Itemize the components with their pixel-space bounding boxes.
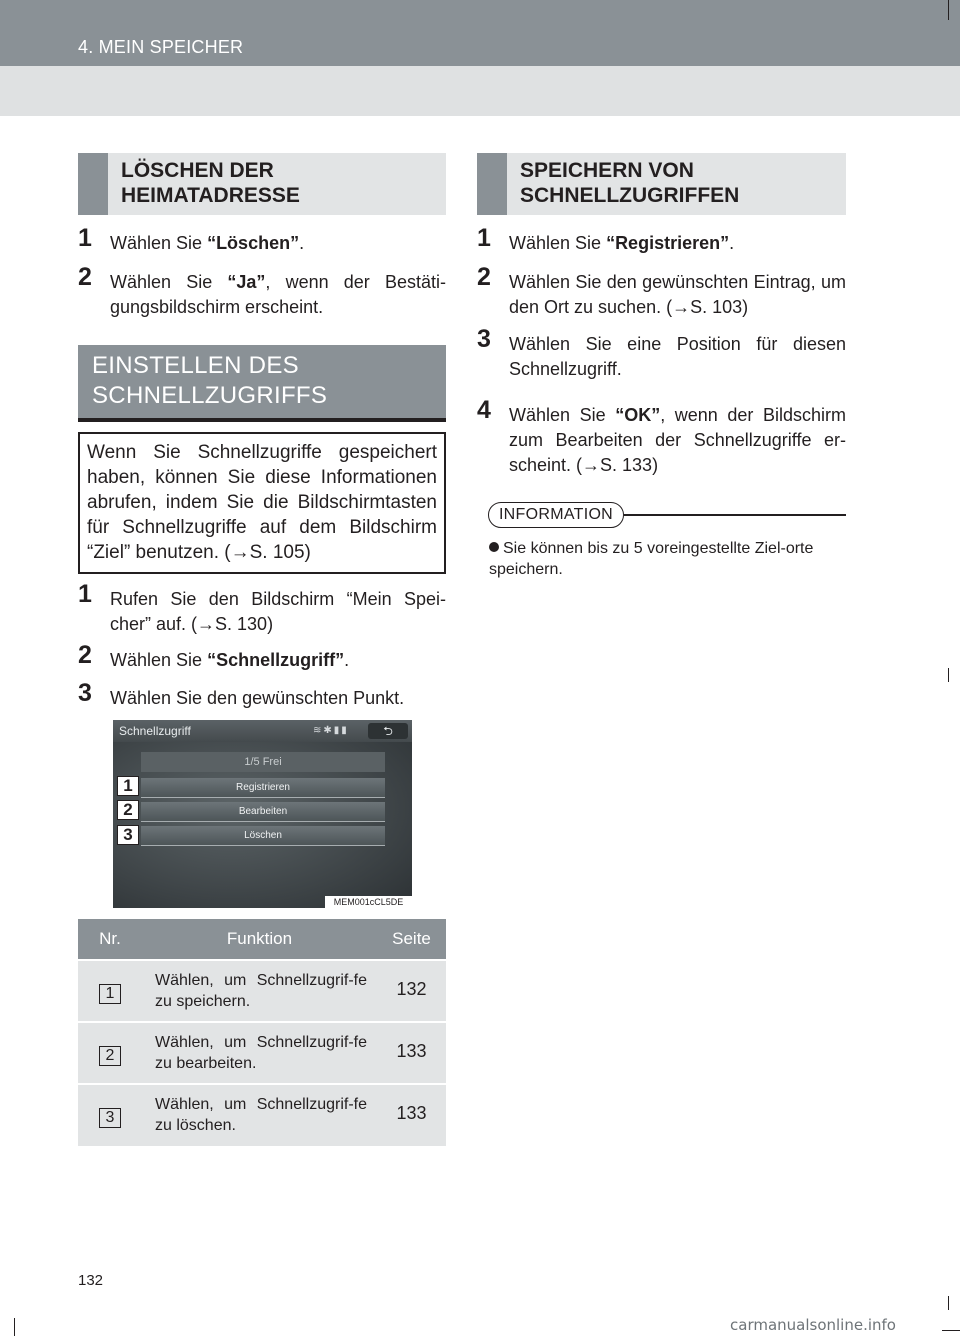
screen-free-count: 1/5 Frei xyxy=(141,752,385,772)
heading-line: SPEICHERN VON xyxy=(520,159,694,182)
screen-title-bar xyxy=(113,720,412,742)
table-header-nr: Nr. xyxy=(78,919,142,960)
image-code: MEM001cCL5DE xyxy=(325,896,412,908)
row-number-box: 3 xyxy=(99,1108,121,1128)
page-number: 132 xyxy=(78,1272,104,1289)
trim-mark xyxy=(14,1318,15,1336)
step-number: 3 xyxy=(477,325,491,353)
step-text-bold: “Registrieren” xyxy=(606,233,730,253)
information-label: INFORMATION xyxy=(488,502,624,528)
heading-line: HEIMATADRESSE xyxy=(121,184,300,207)
step-text xyxy=(110,270,446,320)
table-header-funktion: Funktion xyxy=(142,919,377,960)
chapter-title: 4. MEIN SPEICHER xyxy=(78,37,244,57)
table-header-row xyxy=(78,919,446,960)
step-number: 3 xyxy=(78,679,92,707)
step-text-pre: Wählen Sie xyxy=(509,405,616,425)
chapter-header-band xyxy=(0,66,960,116)
row-number-box: 2 xyxy=(99,1046,121,1066)
callout-3: 3 xyxy=(117,825,139,845)
table-cell-nr xyxy=(78,960,142,1022)
heading-text xyxy=(520,158,739,208)
screen-button-registrieren: Registrieren xyxy=(141,778,385,798)
heading-text xyxy=(92,351,327,411)
heading-line: LÖSCHEN DER xyxy=(121,159,274,182)
heading-text xyxy=(121,158,300,208)
heading-line: SCHNELLZUGRIFFS xyxy=(92,382,328,409)
table-header-seite: Seite xyxy=(377,919,446,960)
table-cell-nr xyxy=(78,1084,142,1146)
step-text-pre: Wählen Sie xyxy=(509,233,607,253)
step-number: 2 xyxy=(78,263,92,291)
information-bullet xyxy=(489,538,839,580)
section-heading-loeschen xyxy=(78,153,446,215)
heading-line: EINSTELLEN DES xyxy=(92,352,299,379)
intro-box xyxy=(78,432,446,574)
row-number-box: 1 xyxy=(99,984,121,1004)
table-row xyxy=(78,960,446,1022)
step-text-pre: Wählen Sie eine Position für diesen Schnellzugriff. xyxy=(509,334,846,379)
heading-accent xyxy=(78,153,108,215)
step-text xyxy=(509,332,846,382)
step-number: 2 xyxy=(477,263,491,291)
step-text-pre: Rufen Sie den Bildschirm “Mein Spei-cher” auf. (→S. 130) xyxy=(110,589,446,634)
screen-title: Schnellzugriff xyxy=(119,724,191,738)
step-text xyxy=(509,403,846,478)
step-text-bold: “Ja” xyxy=(227,272,266,292)
section-heading-speichern xyxy=(477,153,846,215)
step-text-pre: Wählen Sie xyxy=(110,233,208,253)
step-text-post: , wenn der Bildschirm zum Bearbeiten der Schnellzugriffe er-scheint. (→S. 133) xyxy=(509,405,846,475)
step-number: 1 xyxy=(78,580,92,608)
trim-mark xyxy=(948,0,949,20)
heading-line: SCHNELLZUGRIFFEN xyxy=(520,184,740,207)
step-text xyxy=(509,270,846,320)
watermark: carmanualsonline.info xyxy=(730,1316,896,1334)
function-table xyxy=(78,919,446,1146)
back-icon: ⮌ xyxy=(368,723,408,739)
step-text-bold: “OK” xyxy=(615,405,661,425)
table-cell-seite: 133 xyxy=(377,1022,446,1084)
section-rule xyxy=(78,418,446,422)
schnellzugriff-screen-image xyxy=(113,720,412,908)
screen-button-loeschen: Löschen xyxy=(141,826,385,846)
step-text xyxy=(509,231,846,256)
step-text-bold: “Schnellzugriff” xyxy=(207,650,345,670)
table-row xyxy=(78,1084,446,1146)
step-text xyxy=(110,686,446,711)
step-number: 1 xyxy=(477,224,491,252)
table-cell-funktion: Wählen, um Schnellzugrif-fe zu bearbeiten. xyxy=(142,1022,377,1084)
step-text-post: . xyxy=(344,650,350,670)
step-text-pre: Wählen Sie xyxy=(110,650,208,670)
step-number: 1 xyxy=(78,224,92,252)
step-number: 2 xyxy=(78,641,92,669)
table-cell-seite: 132 xyxy=(377,960,446,1022)
table-cell-funktion: Wählen, um Schnellzugrif-fe zu löschen. xyxy=(142,1084,377,1146)
table-cell-funktion: Wählen, um Schnellzugrif-fe zu speichern. xyxy=(142,960,377,1022)
step-text-pre: Wählen Sie den gewünschten Eintrag, um den Ort zu suchen. (→S. 103) xyxy=(509,272,846,317)
callout-2: 2 xyxy=(117,800,139,820)
step-text-post: . xyxy=(299,233,305,253)
table-cell-nr xyxy=(78,1022,142,1084)
step-text xyxy=(110,231,446,256)
bullet-text: Sie können bis zu 5 voreingestellte Ziel-orte speichern. xyxy=(489,540,814,578)
intro-text: Wenn Sie Schnellzugriffe gespeichert haben, können Sie diese Informationen abrufen, indem Sie die Bildschirmtasten für Schnellzugriffe auf dem Bildschirm “Ziel” benutzen. (→S. 105) xyxy=(87,442,437,563)
step-text-pre: Wählen Sie den gewünschten Punkt. xyxy=(110,688,405,708)
step-text-post: . xyxy=(729,233,735,253)
section-heading-einstellen xyxy=(78,345,446,418)
trim-mark xyxy=(948,1296,949,1310)
step-text-post: , wenn der Bestäti-gungsbildschirm erscheint. xyxy=(110,272,446,317)
heading-accent xyxy=(477,153,507,215)
screen-button-bearbeiten: Bearbeiten xyxy=(141,802,385,822)
bullet-icon xyxy=(489,542,499,552)
callout-1: 1 xyxy=(117,776,139,796)
step-text-bold: “Löschen” xyxy=(207,233,300,253)
table-row xyxy=(78,1022,446,1084)
table-cell-seite: 133 xyxy=(377,1084,446,1146)
step-text-pre: Wählen Sie xyxy=(110,272,228,292)
step-text xyxy=(110,587,446,637)
trim-mark xyxy=(942,1330,960,1331)
trim-mark xyxy=(948,668,949,682)
step-text xyxy=(110,648,446,673)
status-icons: ≋✱▮▮ xyxy=(313,725,349,736)
step-number: 4 xyxy=(477,396,491,424)
information-rule xyxy=(624,514,846,516)
